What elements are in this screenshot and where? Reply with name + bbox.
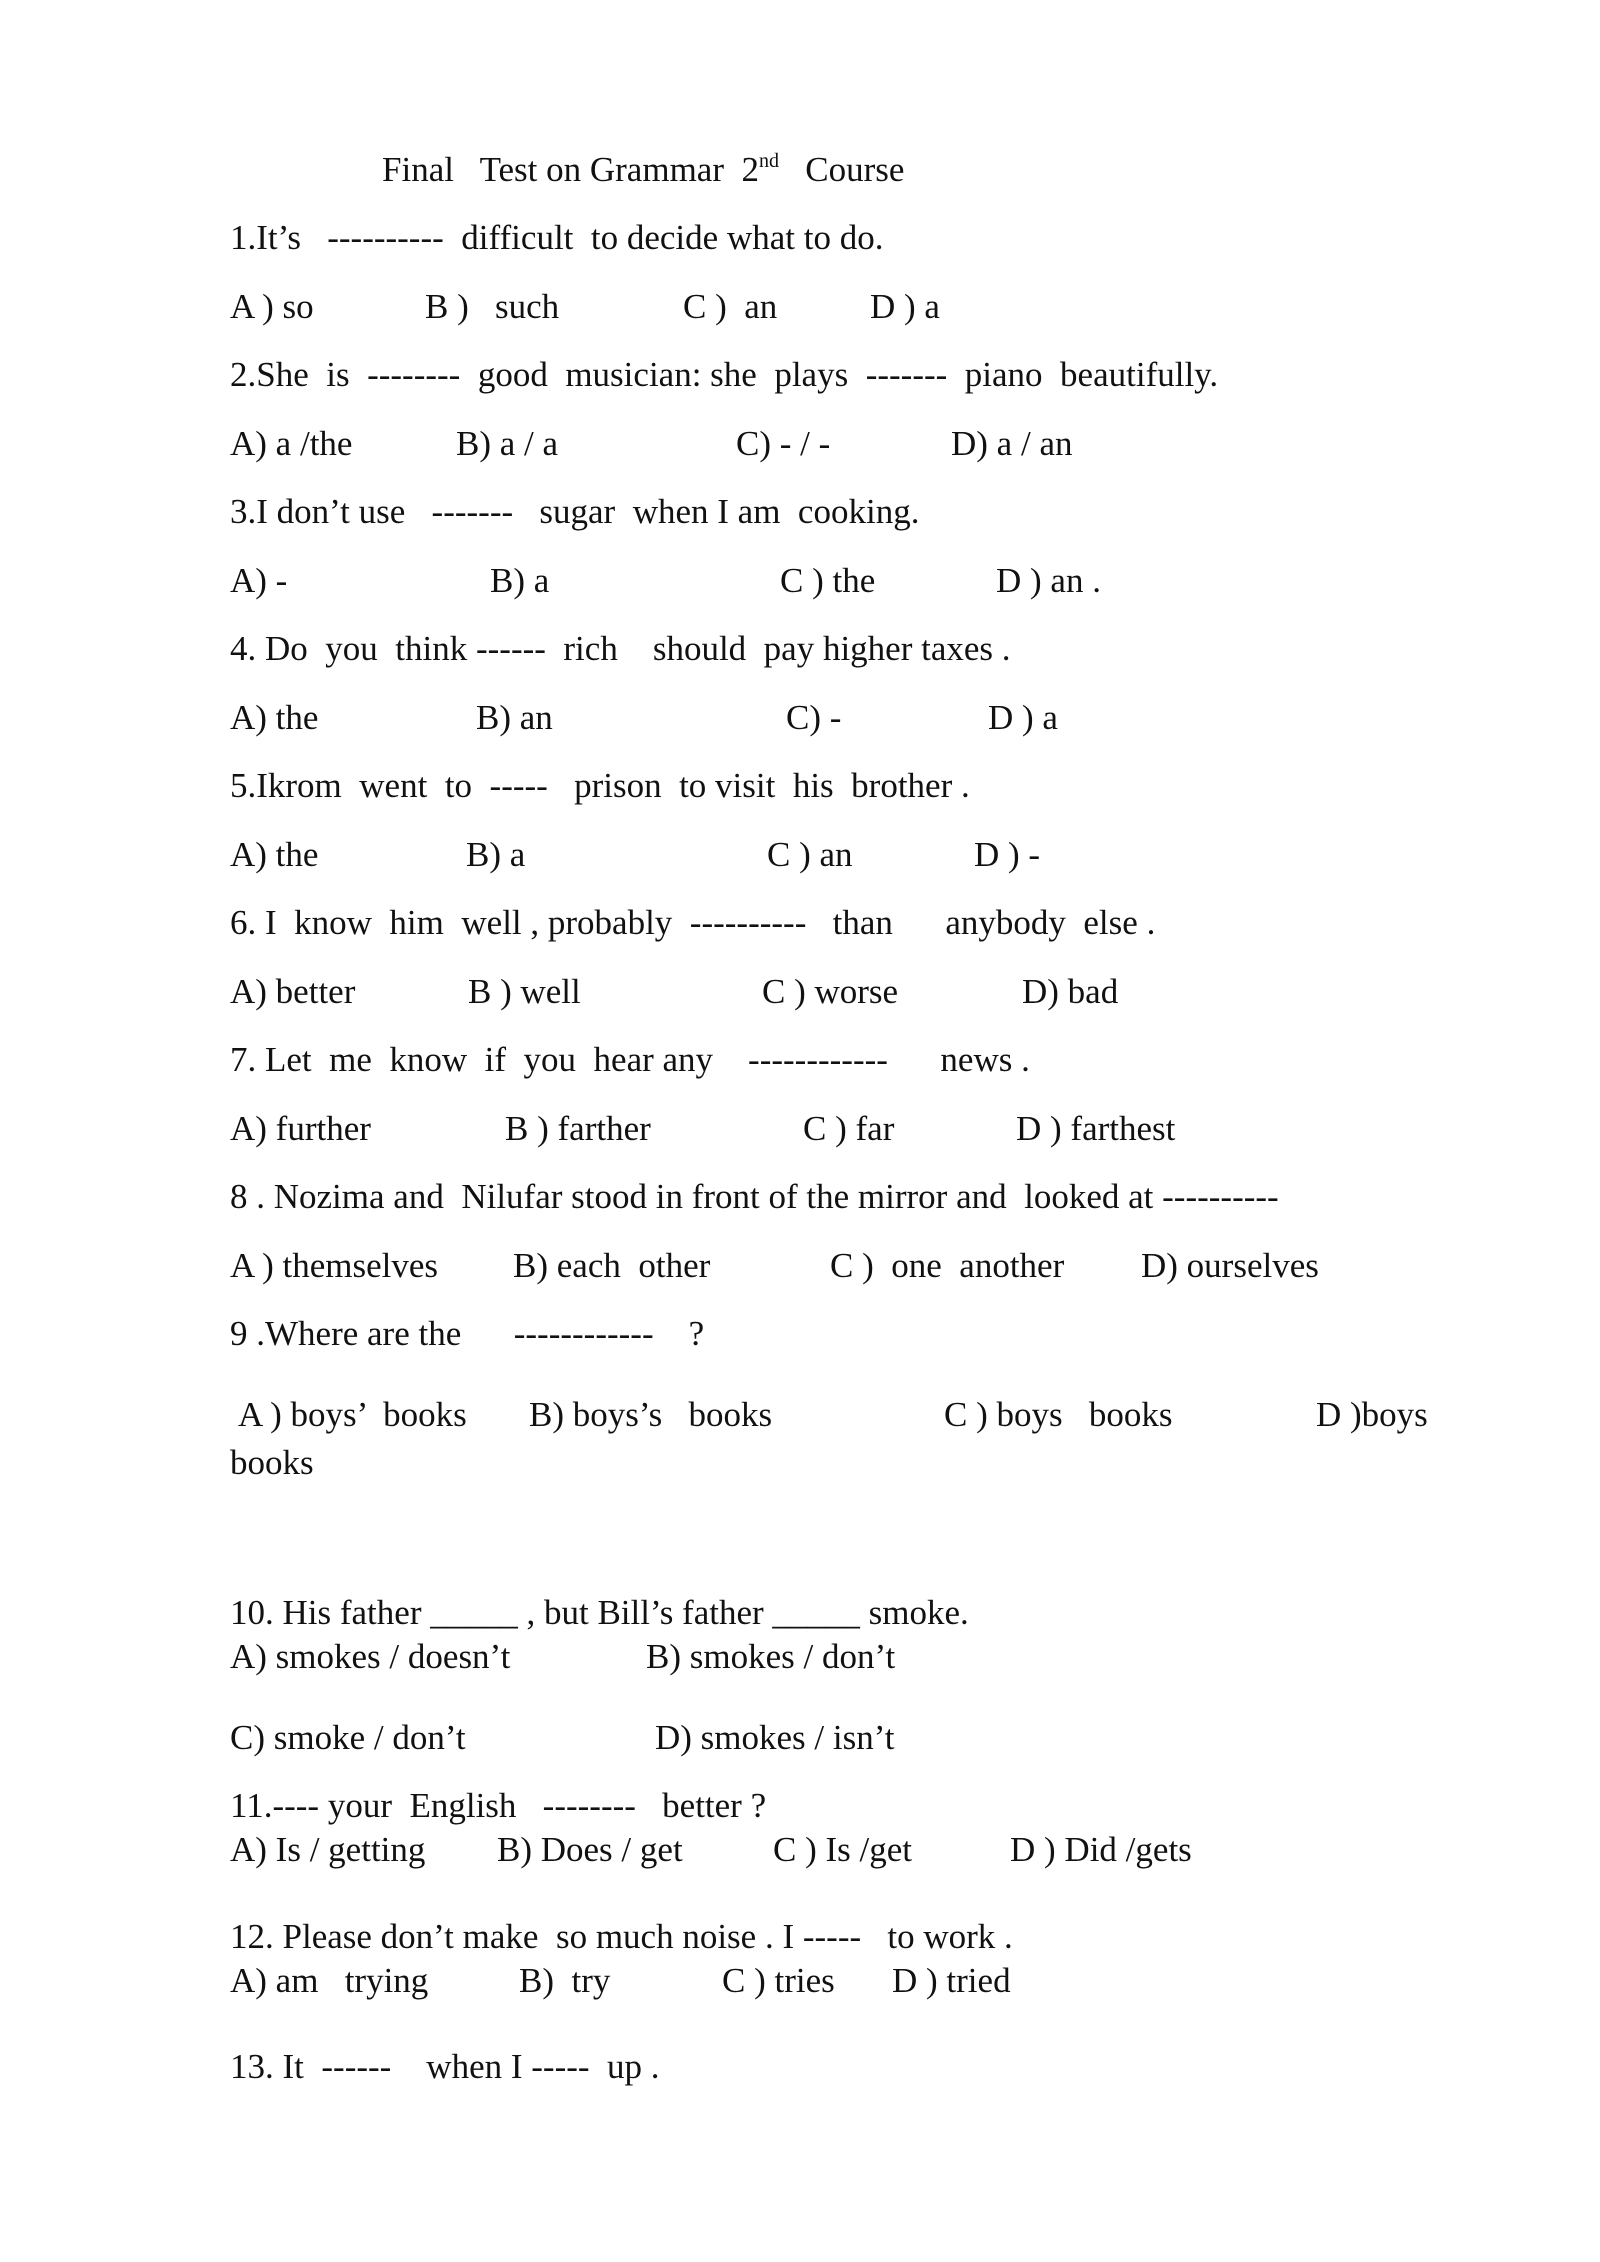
question-2-option-b: B) a / a — [456, 424, 559, 463]
question-9-option-a: A ) boys’ books — [238, 1395, 467, 1434]
question-2-option-c: C) - / - — [736, 424, 831, 463]
question-10: 10. His father _____ , but Bill’s father _____ smoke. — [230, 1593, 969, 1632]
question-3-option-d: D ) an . — [996, 561, 1101, 600]
question-11-option-c: C ) Is /get — [773, 1830, 913, 1869]
question-11: 11.---- your English -------- better ? — [230, 1786, 767, 1825]
question-9-option-d-wrap: books — [230, 1443, 314, 1482]
question-8: 8 . Nozima and Nilufar stood in front of the mirror and looked at ---------- — [230, 1177, 1279, 1216]
question-4-option-c: C) - — [786, 698, 842, 737]
question-5-option-b: B) a — [466, 835, 526, 874]
question-9: 9 .Where are the ------------ ? — [230, 1314, 705, 1353]
question-10-option-b: B) smokes / don’t — [646, 1637, 896, 1676]
question-5-option-a: A) the — [230, 835, 319, 874]
question-7-option-c: C ) far — [803, 1109, 895, 1148]
question-4-option-d: D ) a — [988, 698, 1058, 737]
question-7-option-a: A) further — [230, 1109, 371, 1148]
question-5-option-c: C ) an — [767, 835, 853, 874]
question-2-option-d: D) a / an — [951, 424, 1073, 463]
question-12: 12. Please don’t make so much noise . I ----- to work . — [230, 1917, 1013, 1956]
question-6-option-d: D) bad — [1022, 972, 1119, 1011]
question-1-option-b: B ) such — [425, 287, 560, 326]
question-5: 5.Ikrom went to ----- prison to visit his brother . — [230, 766, 970, 805]
question-8-option-c: C ) one another — [830, 1246, 1065, 1285]
question-9-option-c: C ) boys books — [944, 1395, 1173, 1434]
question-5-option-d: D ) - — [974, 835, 1041, 874]
question-12-option-d: D ) tried — [892, 1961, 1011, 2000]
question-8-option-b: B) each other — [513, 1246, 711, 1285]
question-6-option-a: A) better — [230, 972, 356, 1011]
question-10-option-a: A) smokes / doesn’t — [230, 1637, 511, 1676]
question-6: 6. I know him well , probably ---------- than anybody else . — [230, 903, 1156, 942]
question-12-option-a: A) am trying — [230, 1961, 429, 2000]
question-9-option-b: B) boys’s books — [529, 1395, 773, 1434]
question-12-option-c: C ) tries — [722, 1961, 835, 2000]
question-11-option-b: B) Does / get — [497, 1830, 683, 1869]
question-8-option-a: A ) themselves — [230, 1246, 439, 1285]
question-3-option-a: A) - — [230, 561, 288, 600]
question-2-option-a: A) a /the — [230, 424, 353, 463]
test-title — [382, 150, 904, 190]
question-9-option-d: D )boys — [1316, 1395, 1428, 1434]
question-10-option-d: D) smokes / isn’t — [655, 1718, 895, 1757]
question-12-option-b: B) try — [519, 1961, 611, 2000]
title-main: Final Test on Grammar 2 — [382, 150, 759, 189]
title-superscript: nd — [759, 150, 779, 172]
question-7: 7. Let me know if you hear any ------------ news . — [230, 1040, 1030, 1079]
question-1-option-d: D ) a — [870, 287, 940, 326]
question-4: 4. Do you think ------ rich should pay higher taxes . — [230, 629, 1011, 668]
question-11-option-d: D ) Did /gets — [1010, 1830, 1192, 1869]
question-2: 2.She is -------- good musician: she plays ------- piano beautifully. — [230, 355, 1219, 394]
question-3: 3.I don’t use ------- sugar when I am cooking. — [230, 492, 920, 531]
question-10-option-c: C) smoke / don’t — [230, 1718, 466, 1757]
question-13: 13. It ------ when I ----- up . — [230, 2047, 660, 2086]
question-1-option-c: C ) an — [683, 287, 778, 326]
question-6-option-c: C ) worse — [762, 972, 899, 1011]
question-4-option-b: B) an — [476, 698, 553, 737]
question-1: 1.It’s ---------- difficult to decide what to do. — [230, 218, 884, 257]
question-3-option-b: B) a — [490, 561, 550, 600]
title-rest: Course — [779, 150, 905, 189]
question-1-option-a: A ) so — [230, 287, 314, 326]
question-7-option-b: B ) farther — [505, 1109, 651, 1148]
question-6-option-b: B ) well — [468, 972, 581, 1011]
question-8-option-d: D) ourselves — [1141, 1246, 1319, 1285]
question-7-option-d: D ) farthest — [1016, 1109, 1176, 1148]
question-3-option-c: C ) the — [780, 561, 876, 600]
question-4-option-a: A) the — [230, 698, 319, 737]
question-11-option-a: A) Is / getting — [230, 1830, 426, 1869]
